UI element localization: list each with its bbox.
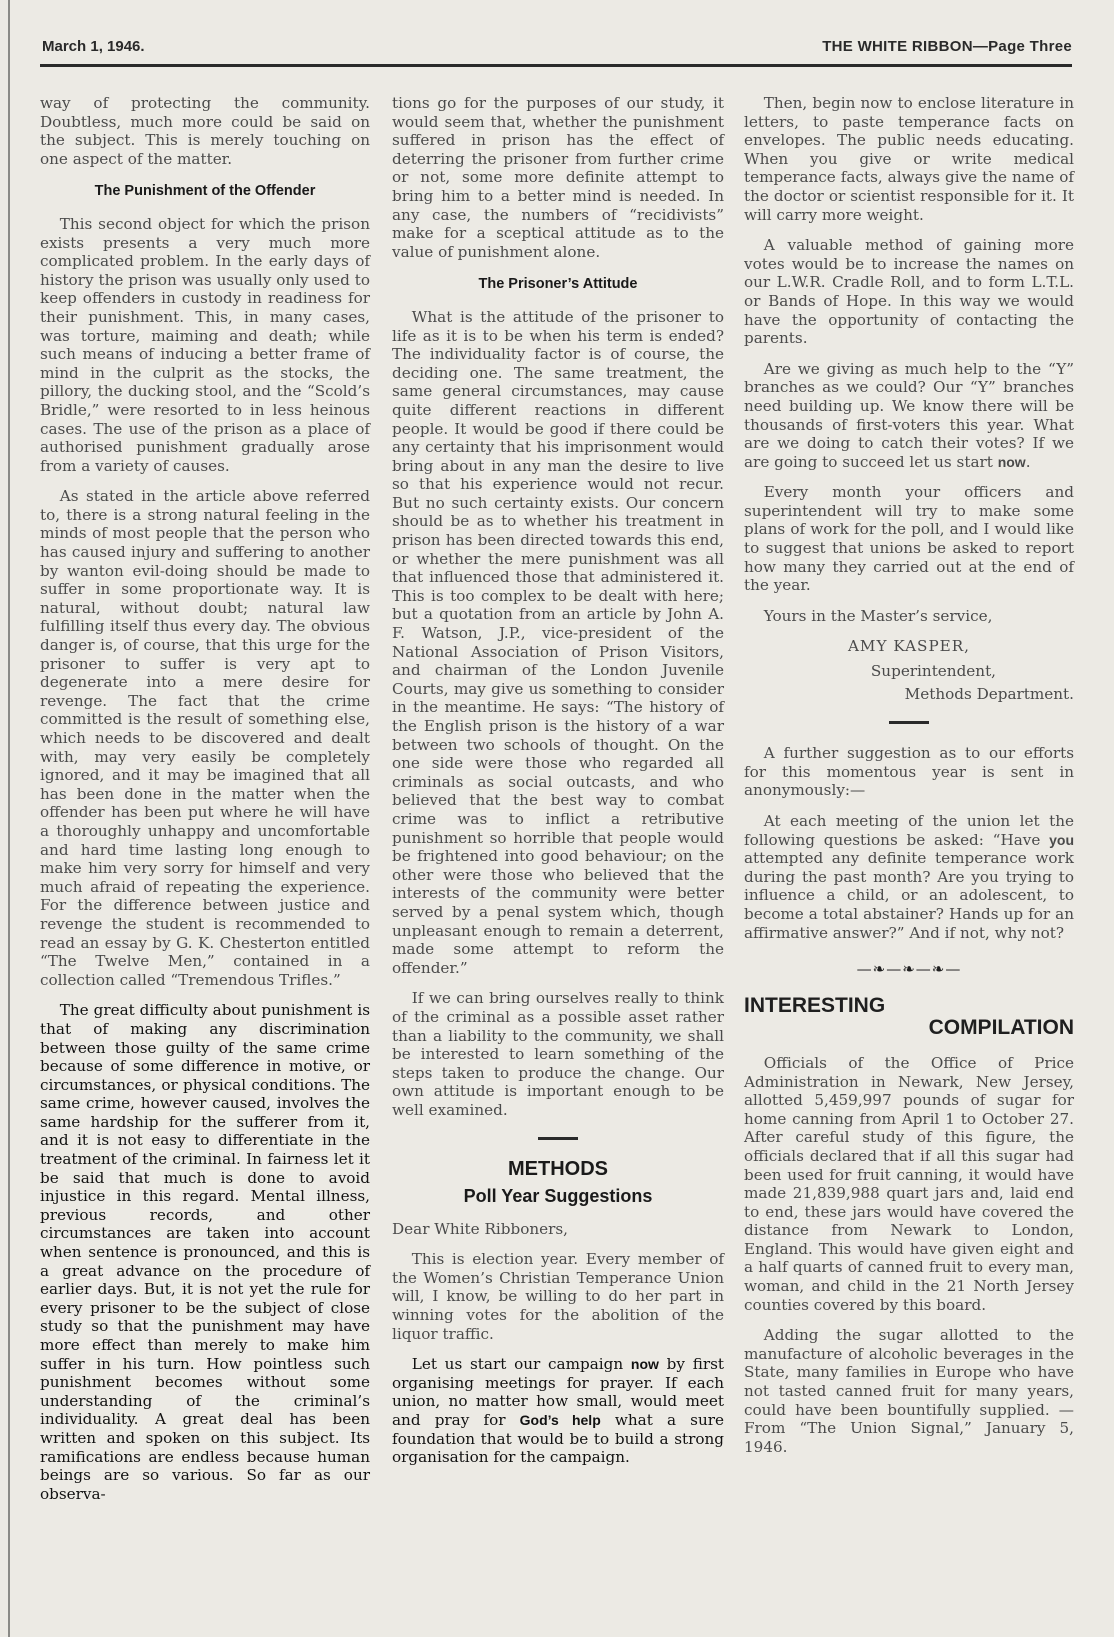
article-heading-line1: INTERESTING [744, 993, 886, 1017]
ornament-divider: —❧—❧—❧— [856, 960, 962, 979]
paragraph: A valuable method of gaining more votes would be to increase the names on our L.W.R. Cradle Roll, and to form L.T.L. or Bands of Hope. In this way we would have the opportunity of contacting the parents. [744, 236, 1074, 348]
issue-date: March 1, 1946. [42, 38, 145, 55]
text-run: Let us start our campaign [411, 1355, 631, 1374]
closing: Yours in the Master’s service, [763, 606, 993, 625]
paragraph: Every month your officers and superintendent will try to make some plans of work for the poll, and I would like to suggest that unions be asked to report how many they carried out at the end of the year. [744, 483, 1074, 595]
emphasis: you [1049, 831, 1074, 848]
header-rule [40, 64, 1072, 67]
text-run: Are we giving as much help to the “Y” branches as we could? Our “Y” branches need building up. We know there will be thousands of first-voters this year. What are we doing to catch their votes? If we are going to succeed let us start [744, 359, 1074, 471]
divider [889, 721, 929, 724]
section-heading: The Prisoner’s Attitude [478, 276, 638, 293]
paragraph: tions go for the purposes of our study, it would seem that, whether the punishment suffered in prison has the effect of deterring the prisoner from further crime or not, some more definite attempt to bring him to a better mind is needed. In any case, the numbers of “recidivists” make for a sceptical attitude as to the value of punishment alone. [392, 94, 724, 261]
salutation: Dear White Ribboners, [392, 1219, 569, 1238]
text-run: . [1025, 452, 1031, 471]
paragraph [744, 360, 1074, 472]
section-heading: The Punishment of the Offender [94, 183, 316, 200]
paragraph [744, 812, 1074, 942]
article-subheading: Poll Year Suggestions [463, 1186, 653, 1207]
divider [538, 1137, 578, 1140]
paragraph: As stated in the article above referred to, there is a strong natural feeling in the minds of most people that the person who has caused injury and suffering to another by wanton evil-doing should be made to suffer in some proportionate way. It is natural, without doubt; natural law fulfilling itself thus every day. The obvious danger is, of course, that this urge for the prisoner to suffer is very apt to degenerate into a mere desire for revenge. The fact that the crime committed is the result of something else, which needs to be discovered and dealt with, may very easily be completely ignored, and it may be imagined that all has been done in the matter when the offender has been put where he will have a thoroughly unhappy and uncomfortable and hard time lasting long enough to make him very sorry for himself and very much afraid of repeating the experience. For the difference between justice and revenge the student is recommended to read an essay by G. K. Chesterton entitled “The Twelve Men,” contained in a collection called “Tremendous Trifles.” [40, 487, 370, 989]
paragraph: Adding the sugar allotted to the manufacture of alcoholic beverages in the State, many families in Europe who have not tasted canned fruit for many years, could have been bountifully supplied. — From “The Union Signal,” January 5, 1946. [744, 1326, 1074, 1456]
column-2 [392, 94, 724, 1479]
page-edge [8, 0, 10, 1637]
column-1 [40, 94, 370, 1515]
paragraph: This is election year. Every member of the Women’s Christian Temperance Union will, I know, be willing to do her part in winning votes for the abolition of the liquor traffic. [392, 1250, 724, 1343]
paragraph: A further suggestion as to our efforts for this momentous year is sent in anonymously:— [744, 744, 1074, 800]
text-run: by first organising meetings for prayer. If each union, no matter how small, would meet and pray for [392, 1355, 724, 1429]
paragraph: way of protecting the community. Doubtless, much more could be said on the subject. This is merely touching on one aspect of the matter. [40, 94, 370, 168]
article-heading: METHODS [508, 1158, 608, 1181]
paragraph: What is the attitude of the prisoner to life as it is to be when his term is ended? The individuality factor is of course, the deciding one. The same treatment, the same general circumstances, may cause quite different reactions in different people. It would be good if there could be any certainty that his imprisonment would bring about in any man the desire to live so that his experience would not recur. But no such certainty exists. Our concern should be as to whether his treatment in prison has been directed towards this end, or whether the mere punishment was all that influenced those that administered it. This is too complex to be dealt with here; but a quotation from an article by John A. F. Watson, J.P., vice-president of the National Association of Prison Visitors, and chairman of the London Juvenile Courts, may give us something to consider in the meantime. He says: “The history of the English prison is the history of a war between two schools of thought. On the one side were those who regarded all criminals as social outcasts, and who believed that the best way to combat crime was to inflict a retributive punishment so horrible that people would be frightened into good behaviour; on the other were those who believed that the interests of the community were better served by a penal system which, though unpleasant enough to remain a deterrent, made some attempt to reform the offender.” [392, 307, 724, 977]
signature-department: Methods Department. [904, 684, 1074, 703]
text-run: what a sure foundation that would be to build a strong organisation for the campaign. [392, 1411, 724, 1467]
emphasis: now [630, 1356, 659, 1373]
paragraph: Officials of the Office of Price Administration in Newark, New Jersey, allotted 5,459,997 pounds of sugar for home canning from April 1 to October 27. After careful study of this figure, the officials declared that if all this sugar had been used for fruit canning, it would have made 21,839,988 quart jars and, laid end to end, these jars would have covered the distance from Newark to London, England. This would have given eight and a half quarts of canned fruit to every man, woman, and child in the 21 North Jersey counties covered by this board. [744, 1053, 1074, 1314]
paragraph: This second object for which the prison exists presents a very much more complicated problem. In the early days of history the prison was usually only used to keep offenders in custody in readiness for their punishment. This, in many cases, was torture, maiming and death; while such means of inducing a better frame of mind in the culprit as the stocks, the pillory, the ducking stool, and the “Scold’s Bridle,” were resorted to in less heinous cases. The use of the prison as a place of authorised punishment gradually arose from a variety of causes. [40, 214, 370, 475]
column-3 [744, 94, 1074, 1468]
article-heading-line2: COMPILATION [928, 1016, 1074, 1040]
text-run: At each meeting of the union let the following questions be asked: “Have [744, 812, 1074, 849]
text-run: attempted any definite temperance work during the past month? Are you trying to influence a child, or an adolescent, to become a total abstainer? Hands up for an affirmative answer?” And if not, why not? [744, 849, 1074, 942]
emphasis: now [997, 453, 1026, 470]
emphasis: God’s help [519, 1412, 601, 1428]
signature-name: AMY KASPER, [847, 637, 971, 656]
paragraph: The great difficulty about punishment is that of making any discrimination between those guilty of the same crime because of some difference in motive, or circumstances, or physical conditions. The same crime, however caused, involves the same hardship for the sufferer from it, and it is not easy to differentiate in the treatment of the criminal. In fairness let it be said that much is done to avoid injustice in this regard. Mental illness, previous records, and other circumstances are taken into account when sentence is pronounced, and this is a great advance on the procedure of earlier days. But, it is not yet the rule for every prisoner to be the subject of close study so that the punishment may have more effect than merely to make him suffer in his turn. How pointless such punishment becomes without some understanding of the criminal’s individuality. A great deal has been written and spoken on this subject. Its ramifications are endless because human beings are so various. So far as our observa- [40, 1001, 370, 1503]
running-header: THE WHITE RIBBON—Page Three [822, 38, 1072, 55]
paragraph [392, 1355, 724, 1467]
paragraph: If we can bring ourselves really to think of the criminal as a possible asset rather than a liability to the community, we shall be interested to learn something of the steps taken to produce the change. Our own attitude is important enough to be well examined. [392, 989, 724, 1119]
signature-role: Superintendent, [870, 662, 996, 681]
paragraph: Then, begin now to enclose literature in letters, to paste temperance facts on envelopes. The public needs educating. When you give or write medical temperance facts, always give the name of the doctor or scientist responsible for it. It will carry more weight. [744, 94, 1074, 224]
